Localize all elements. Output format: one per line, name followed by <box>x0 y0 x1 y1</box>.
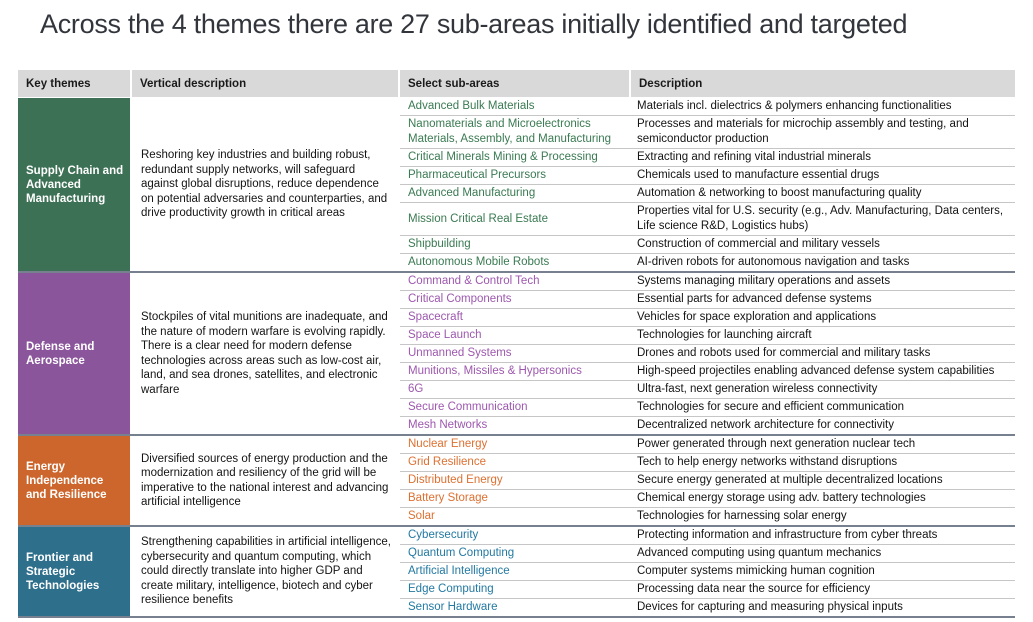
subarea-row <box>400 598 1015 616</box>
subarea-description: Drones and robots used for commercial and military tasks <box>637 347 931 359</box>
subarea-description: Technologies for secure and efficient communication <box>637 401 904 413</box>
subarea-description: Advanced computing using quantum mechanics <box>637 547 882 559</box>
vertical-description-cell: Strengthening capabilities in artificial intelligence, cybersecurity and quantum computing, which could directly translate into higher GDP and create military, intelligence, biotech and cyber resilience benefits <box>132 527 398 616</box>
subarea-name: Command & Control Tech <box>400 273 629 290</box>
subarea-name: Mesh Networks <box>400 417 629 434</box>
subarea-description: Essential parts for advanced defense systems <box>637 293 872 305</box>
subarea-rows <box>400 527 1015 616</box>
subarea-rows <box>400 98 1015 271</box>
subarea-description: Chemical energy storage using adv. battery technologies <box>637 492 926 504</box>
header-description: Description <box>631 70 1015 97</box>
subarea-row <box>400 471 1015 489</box>
subarea-name: Unmanned Systems <box>400 345 629 362</box>
themes-table <box>18 70 1015 618</box>
subarea-row <box>400 489 1015 507</box>
subarea-name: Distributed Energy <box>400 472 629 489</box>
subarea-name: Cybersecurity <box>400 527 629 544</box>
subarea-description: Systems managing military operations and assets <box>637 275 891 287</box>
table-body <box>18 98 1015 616</box>
subarea-name: Artificial Intelligence <box>400 563 629 580</box>
subarea-name: Nanomaterials and Microelectronics Materials, Assembly, and Manufacturing <box>400 116 629 148</box>
subarea-row <box>400 184 1015 202</box>
table-header-row <box>18 70 1015 97</box>
subarea-row <box>400 235 1015 253</box>
subarea-description: AI-driven robots for autonomous navigation and tasks <box>637 256 910 268</box>
subarea-description: Materials incl. dielectrics & polymers enhancing functionalities <box>637 100 952 112</box>
subarea-row <box>400 580 1015 598</box>
subarea-description: Chemicals used to manufacture essential drugs <box>637 169 880 181</box>
subarea-name: Grid Resilience <box>400 454 629 471</box>
subarea-row <box>400 273 1015 290</box>
subarea-description: Devices for capturing and measuring physical inputs <box>637 601 903 613</box>
subarea-description: Technologies for launching aircraft <box>637 329 812 341</box>
subarea-name: Edge Computing <box>400 581 629 598</box>
subarea-description: Technologies for harnessing solar energy <box>637 510 847 522</box>
subarea-description: Construction of commercial and military vessels <box>637 238 880 250</box>
subarea-name: Sensor Hardware <box>400 599 629 616</box>
subarea-row <box>400 362 1015 380</box>
subarea-description: Tech to help energy networks withstand disruptions <box>637 456 898 468</box>
subarea-name: Critical Minerals Mining & Processing <box>400 149 629 166</box>
subarea-description: Vehicles for space exploration and applications <box>637 311 877 323</box>
subarea-description: Ultra-fast, next generation wireless connectivity <box>637 383 878 395</box>
subarea-row <box>400 398 1015 416</box>
subarea-row <box>400 115 1015 148</box>
subarea-rows <box>400 273 1015 434</box>
theme-section <box>18 525 1015 616</box>
subarea-description: Properties vital for U.S. security (e.g., Adv. Manufacturing, Data centers, Life science R&D, Logistics hubs) <box>637 205 1004 232</box>
subarea-name: Nuclear Energy <box>400 436 629 453</box>
subarea-name: 6G <box>400 381 629 398</box>
header-key-themes: Key themes <box>18 70 130 97</box>
subarea-row <box>400 453 1015 471</box>
subarea-name: Advanced Bulk Materials <box>400 98 629 115</box>
subarea-row <box>400 562 1015 580</box>
subarea-row <box>400 380 1015 398</box>
subarea-row <box>400 436 1015 453</box>
subarea-name: Munitions, Missiles & Hypersonics <box>400 363 629 380</box>
subarea-name: Solar <box>400 508 629 525</box>
header-vertical-description: Vertical description <box>132 70 398 97</box>
subarea-row <box>400 416 1015 434</box>
theme-section <box>18 271 1015 434</box>
subarea-description: Decentralized network architecture for connectivity <box>637 419 894 431</box>
subarea-description: Extracting and refining vital industrial minerals <box>637 151 871 163</box>
subarea-name: Spacecraft <box>400 309 629 326</box>
theme-name-cell: Frontier and Strategic Technologies <box>18 527 130 616</box>
subarea-row <box>400 290 1015 308</box>
page-title: Across the 4 themes there are 27 sub-areas initially identified and targeted <box>40 9 908 39</box>
subarea-name: Advanced Manufacturing <box>400 185 629 202</box>
vertical-description-cell: Diversified sources of energy production and the modernization and resiliency of the grid will be imperative to the national interest and advancing artificial intelligence <box>132 436 398 525</box>
subarea-row <box>400 253 1015 271</box>
subarea-row <box>400 344 1015 362</box>
theme-section <box>18 98 1015 271</box>
subarea-description: Protecting information and infrastructure from cyber threats <box>637 529 938 541</box>
subarea-name: Autonomous Mobile Robots <box>400 254 629 271</box>
subarea-name: Mission Critical Real Estate <box>400 203 629 235</box>
subarea-row <box>400 527 1015 544</box>
theme-name-cell: Defense and Aerospace <box>18 273 130 434</box>
subarea-description: Secure energy generated at multiple decentralized locations <box>637 474 943 486</box>
subarea-description: Processes and materials for microchip assembly and testing, and semiconductor production <box>637 118 969 145</box>
subarea-name: Secure Communication <box>400 399 629 416</box>
subarea-name: Quantum Computing <box>400 545 629 562</box>
theme-section <box>18 434 1015 525</box>
subarea-name: Pharmaceutical Precursors <box>400 167 629 184</box>
subarea-row <box>400 166 1015 184</box>
subarea-description: High-speed projectiles enabling advanced defense system capabilities <box>637 365 995 377</box>
subarea-description: Processing data near the source for efficiency <box>637 583 871 595</box>
subarea-name: Space Launch <box>400 327 629 344</box>
subarea-row <box>400 507 1015 525</box>
subarea-description: Power generated through next generation nuclear tech <box>637 438 916 450</box>
theme-name-cell: Energy Independence and Resilience <box>18 436 130 525</box>
subarea-description: Computer systems mimicking human cognition <box>637 565 875 577</box>
subarea-description: Automation & networking to boost manufacturing quality <box>637 187 922 199</box>
subarea-row <box>400 148 1015 166</box>
subarea-rows <box>400 436 1015 525</box>
header-select-sub-areas: Select sub-areas <box>400 70 629 97</box>
subarea-row <box>400 98 1015 115</box>
theme-name-cell: Supply Chain and Advanced Manufacturing <box>18 98 130 271</box>
subarea-row <box>400 544 1015 562</box>
subarea-row <box>400 326 1015 344</box>
vertical-description-cell: Stockpiles of vital munitions are inadequate, and the nature of modern warfare is evolving rapidly. There is a clear need for modern defense technologies across areas such as low-cost air, land, and sea drones, satellites, and electronic warfare <box>132 273 398 434</box>
subarea-name: Battery Storage <box>400 490 629 507</box>
vertical-description-cell: Reshoring key industries and building robust, redundant supply networks, will safeguard against global disruptions, reduce dependence on potential adversaries and counterparties, and drive productivity growth in critical areas <box>132 98 398 271</box>
subarea-name: Shipbuilding <box>400 236 629 253</box>
subarea-row <box>400 202 1015 235</box>
subarea-row <box>400 308 1015 326</box>
subarea-name: Critical Components <box>400 291 629 308</box>
